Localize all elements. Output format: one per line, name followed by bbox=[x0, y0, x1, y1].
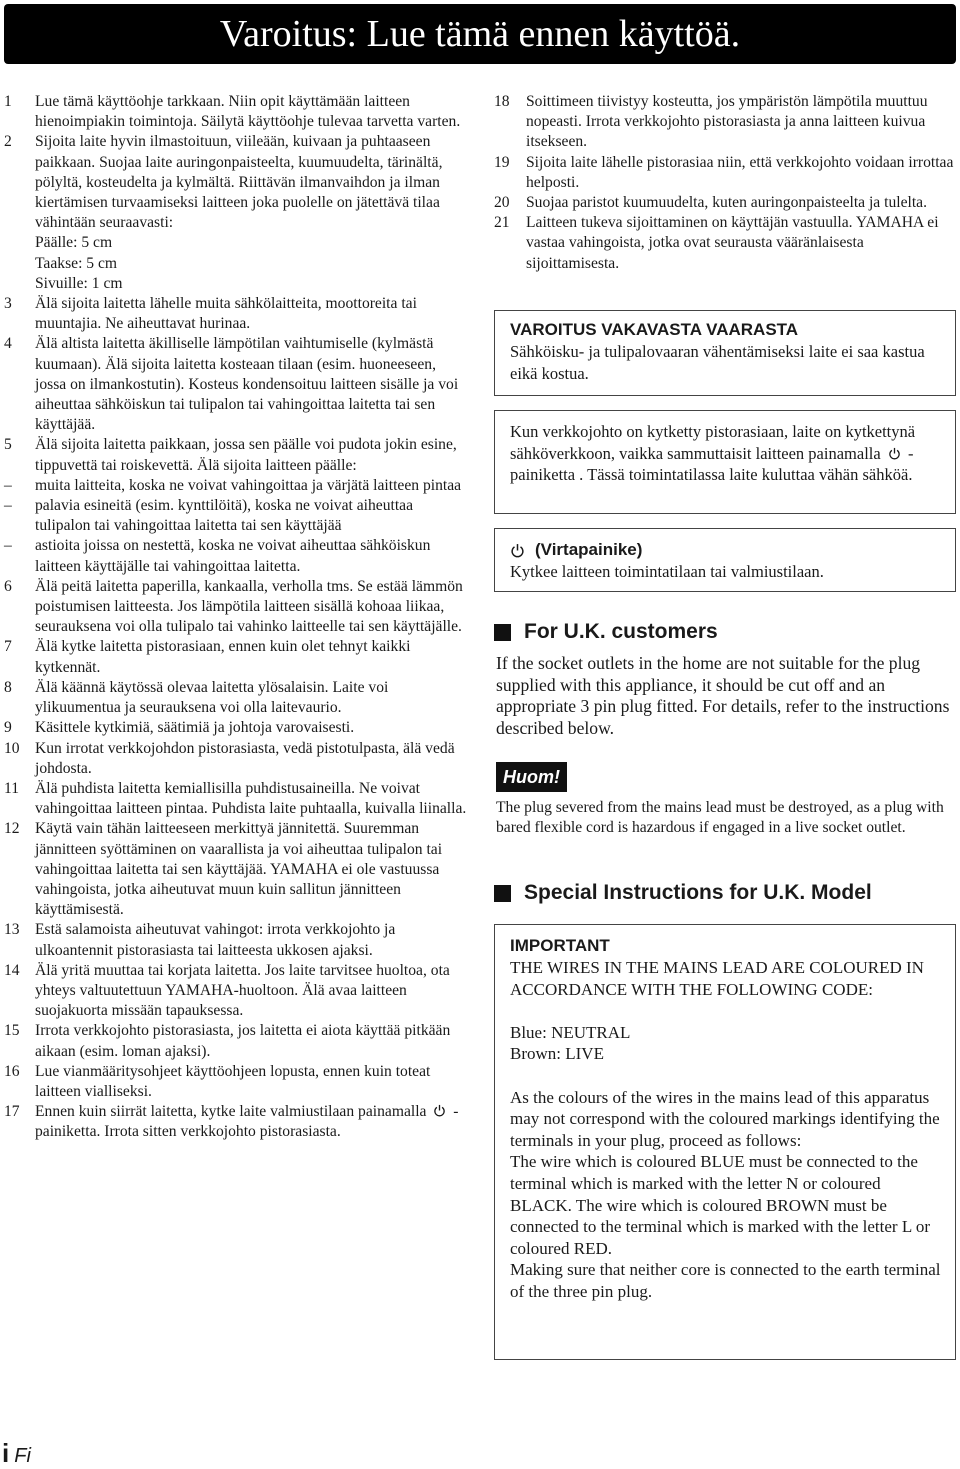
left-column bbox=[4, 92, 470, 1143]
wire-brown: Brown: LIVE bbox=[510, 1044, 604, 1064]
item-number: 11 bbox=[4, 779, 20, 797]
important-heading: IMPORTANT bbox=[510, 936, 610, 955]
list-item-17 bbox=[4, 1102, 470, 1142]
important-text: As the colours of the wires in the mains lead of this apparatus may not correspond with the coloured markings identifying the terminals in your plug, proceed as follows: bbox=[510, 1087, 940, 1150]
dash-item: – astioita joissa on nestettä, koska ne voivat aiheuttaa sähköiskun laitteen käyttäjälle tai vahingoittaa laitetta. bbox=[4, 536, 470, 576]
standby-text: Kun verkkojohto on kytketty pistorasiaan, laite on kytkettynä sähköverkkoon, vaikka sammuttaisit laitteen painamalla bbox=[510, 422, 916, 463]
item-number: 3 bbox=[4, 295, 12, 313]
warning-heading: VAROITUS VAKAVASTA VAARASTA bbox=[510, 320, 799, 339]
list-item-16 bbox=[4, 1062, 470, 1102]
list-item-19 bbox=[494, 153, 956, 193]
item-text: Suojaa paristot kuumuudelta, kuten auringonpaisteelta ja tulelta. bbox=[526, 194, 927, 212]
dash-text: muita laitteita, koska ne voivat vahingoittaa ja värjätä laitteen pintaa bbox=[35, 476, 462, 494]
item-number: 17 bbox=[4, 1103, 20, 1121]
list-item-7 bbox=[4, 637, 470, 677]
item-text: Sijoita laite lähelle pistorasiaa niin, että verkkojohto voidaan irrottaa helposti. bbox=[526, 153, 954, 191]
square-bullet-icon bbox=[494, 624, 511, 641]
page-title: Varoitus: Lue tämä ennen käyttöä. bbox=[4, 4, 956, 64]
list-item-12 bbox=[4, 819, 470, 920]
power-heading: (Virtapainike) bbox=[535, 540, 643, 559]
item-number: 4 bbox=[4, 335, 12, 353]
item-text: Käytä vain tähän laitteeseen merkittyä jännitettä. Suuremman jännitteen syöttäminen on vaarallista ja voi aiheuttaa tulipalon tai vahingoittaa laitetta tai sen käyttäjää. YAMAHA ei ole vastuussa vahingoista, jotka aiheutuvat muun kuin sallitun jännitteen käyttämisestä. bbox=[35, 820, 443, 919]
item-number: 2 bbox=[4, 133, 12, 151]
important-text: Making sure that neither core is connected to the earth terminal of the three pin plug. bbox=[510, 1260, 941, 1301]
language-code: Fi bbox=[14, 1445, 31, 1467]
page-footer bbox=[2, 1438, 31, 1469]
list-item-20 bbox=[494, 193, 956, 213]
list-item-6 bbox=[4, 577, 470, 638]
important-text: THE WIRES IN THE MAINS LEAD ARE COLOURED IN ACCORDANCE WITH THE FOLLOWING CODE: bbox=[510, 958, 924, 999]
list-item-8 bbox=[4, 678, 470, 718]
space-top: Päälle: 5 cm bbox=[35, 234, 113, 252]
important-box bbox=[494, 924, 956, 1360]
list-item-2 bbox=[4, 132, 470, 294]
note-text: The plug severed from the mains lead must be destroyed, as a plug with bared flexible cord is hazardous if engaged in a live socket outlet. bbox=[496, 799, 944, 837]
item-number: 16 bbox=[4, 1062, 20, 1080]
item-text: Älä kytke laitetta pistorasiaan, ennen kuin olet tehnyt kaikki kytkennät. bbox=[35, 638, 411, 676]
item-text: Estä salamoista aiheutuvat vahingot: irrota verkkojohto ja ulkoantennit pistorasiasta tai laitteesta ukkosen ajaksi. bbox=[35, 921, 396, 959]
dash-text: palavia esineitä (esim. kynttilöitä), koska ne voivat aiheuttaa tulipalon tai vahingoittaa laitetta tai sen käyttäjää bbox=[35, 497, 414, 535]
item-number: 8 bbox=[4, 678, 12, 696]
item-text: Kun irrotat verkkojohdon pistorasiasta, vedä pistotulpasta, älä vedä johdosta. bbox=[35, 739, 455, 777]
item-text: Älä sijoita laitetta lähelle muita sähkölaitteita, moottoreita tai muuntajia. Ne aiheuttavat hurinaa. bbox=[35, 295, 417, 333]
item-text: Käsittele kytkimiä, säätimiä ja johtoja varovaisesti. bbox=[35, 719, 355, 737]
standby-box bbox=[494, 410, 956, 514]
power-box bbox=[494, 528, 956, 592]
dash-text: astioita joissa on nestettä, koska ne voivat aiheuttaa sähköiskun laitteen käyttäjälle tai vahingoittaa laitetta. bbox=[35, 537, 431, 575]
item-text: Irrota verkkojohto pistorasiasta, jos laitetta ei aiota käyttää pitkään aikaan (esim. loman ajaksi). bbox=[35, 1022, 451, 1060]
dash-item: – palavia esineitä (esim. kynttilöitä), koska ne voivat aiheuttaa tulipalon tai vahingoittaa laitetta tai sen käyttäjää bbox=[4, 496, 470, 536]
item-text: Soittimeen tiivistyy kosteutta, jos ympäristön lämpötila muuttuu nopeasti. Irrota verkkojohto pistorasiasta ja anna laitteen kuivua itsekseen. bbox=[526, 93, 928, 151]
power-text: Kytkee laitteen toimintatilaan tai valmiustilaan. bbox=[510, 562, 824, 581]
item-number: 5 bbox=[4, 436, 12, 454]
list-item-21 bbox=[494, 213, 956, 274]
warning-box bbox=[494, 310, 956, 396]
item-number: 13 bbox=[4, 921, 20, 939]
item-text: Laitteen tukeva sijoittaminen on käyttäjän vastuulla. YAMAHA ei vastaa vahingoista, jotka ovat seurausta vääränlaisesta sijoittamisesta. bbox=[526, 214, 939, 272]
item-number: 6 bbox=[4, 577, 12, 595]
item-number: 12 bbox=[4, 820, 20, 838]
square-bullet-icon bbox=[494, 885, 511, 902]
item-text: Lue vianmääritysohjeet käyttöohjeen lopusta, ennen kuin toteat laitteen vialliseksi. bbox=[35, 1062, 431, 1100]
item-number: 15 bbox=[4, 1022, 20, 1040]
standby-text: -painiketta . Tässä toimintatilassa laite kuluttaa vähän sähköä. bbox=[510, 443, 914, 484]
list-item-18 bbox=[494, 92, 956, 153]
item-number: 20 bbox=[494, 194, 510, 212]
list-item-14 bbox=[4, 961, 470, 1022]
item-text: Älä altista laitetta äkilliselle lämpötilan vaihtumiselle (kylmästä kuumaan). Älä sijoita laitetta kosteaan tilaan (esim. huoneeseen, jossa on ilmankostutin). Kosteus kondensoituu laitteen sisälle ja voi aiheuttaa sähköiskun tai tulipalon tai vahingoittaa laitetta tai sen käyttäjää. bbox=[35, 335, 459, 434]
list-item-10 bbox=[4, 739, 470, 779]
item-number: 21 bbox=[494, 214, 510, 232]
item-number: 1 bbox=[4, 93, 12, 110]
space-sides: Sivuille: 1 cm bbox=[35, 274, 123, 292]
item-number: 9 bbox=[4, 719, 12, 737]
item-text: Älä puhdista laitetta kemiallisilla puhdistusaineilla. Ne voivat vahingoittaa laitteen pintaa. Puhdista laite puhtaalla, kuivalla liinalla. bbox=[35, 779, 467, 818]
list-item-4 bbox=[4, 334, 470, 435]
wire-blue: Blue: NEUTRAL bbox=[510, 1022, 631, 1042]
item-number: 7 bbox=[4, 638, 12, 656]
item-text: -painiketta. Irrota sitten verkkojohto pistorasiasta. bbox=[35, 1103, 459, 1141]
list-item-13 bbox=[4, 920, 470, 960]
power-icon bbox=[510, 543, 525, 558]
space-back: Taakse: 5 cm bbox=[35, 254, 118, 272]
list-item-11 bbox=[4, 779, 470, 819]
item-number: 14 bbox=[4, 961, 20, 979]
right-column bbox=[494, 92, 956, 1301]
item-number: 19 bbox=[494, 153, 510, 171]
list-item-1 bbox=[4, 92, 470, 132]
power-icon bbox=[888, 447, 901, 460]
list-item-5 bbox=[4, 435, 470, 475]
special-section-heading: Special Instructions for U.K. Model bbox=[494, 881, 872, 905]
dash-item: – muita laitteita, koska ne voivat vahingoittaa ja värjätä laitteen pintaa bbox=[4, 476, 470, 496]
uk-section-text: If the socket outlets in the home are not suitable for the plug supplied with this appliance, it should be cut off and an appropriate 3 pin plug fitted. For details, refer to the instructions described below. bbox=[496, 653, 950, 738]
list-item-3 bbox=[4, 294, 470, 334]
item-number: 18 bbox=[494, 93, 510, 110]
page-number: i bbox=[2, 1438, 10, 1468]
item-text: Älä peitä laitetta paperilla, kankaalla, verholla tms. Se estää lämmön poistumisen laitteesta. Jos lämpötila laitteen sisällä kohoaa liikaa, seurauksena voi olla tulipalo tai vahinko laitteelle tai sen käyttäjälle. bbox=[35, 577, 463, 636]
power-icon bbox=[433, 1104, 446, 1117]
uk-section-heading: For U.K. customers bbox=[494, 620, 718, 644]
item-text: Älä sijoita laitetta paikkaan, jossa sen päälle voi pudota jokin esine, tippuvettä tai roiskevettä. Älä sijoita laitteen päälle: bbox=[35, 436, 457, 474]
item-text: Ennen kuin siirrät laitetta, kytke laite valmiustilaan painamalla bbox=[35, 1103, 427, 1121]
list-item-15 bbox=[4, 1021, 470, 1061]
item-text: Älä yritä muuttaa tai korjata laitetta. Jos laite tarvitsee huoltoa, ota yhteys valtuutettuun YAMAHA-huoltoon. Älä avaa laitteen suojakuorta missään tapauksessa. bbox=[35, 961, 450, 1020]
item-number: 10 bbox=[4, 739, 20, 757]
item-text: Älä käännä käytössä olevaa laitetta ylösalaisin. Laite voi ylikuumentua ja seurauksena voi olla laitevaurio. bbox=[35, 678, 389, 717]
item-text: Lue tämä käyttöohje tarkkaan. Niin opit käyttämään laitteen hienoimpiakin toimintoja. Säilytä käyttöohje tulevaa tarvetta varten. bbox=[35, 93, 461, 131]
warning-text: Sähköisku- ja tulipalovaaran vähentämiseksi laite ei saa kastua eikä kostua. bbox=[510, 342, 925, 383]
important-text: The wire which is coloured BLUE must be connected to the terminal which is marked with the letter N or coloured BLACK. The wire which is coloured BROWN must be connected to the terminal which is marked with the letter L or coloured RED. bbox=[510, 1152, 930, 1258]
item-text: Sijoita laite hyvin ilmastoituun, viileään, kuivaan ja puhtaaseen paikkaan. Suojaa laite auringonpaisteelta, kuumuudelta, tärinältä, pölyltä, kosteudelta ja kylmältä. Riittävän ilmanvaihdon ja ilman kiertämisen turvaamiseksi laitteen joka puolelle on jätettävä tilaa vähintään seuraavasti: bbox=[35, 133, 443, 232]
list-item-9 bbox=[4, 718, 470, 738]
note-badge: Huom! bbox=[496, 762, 567, 792]
